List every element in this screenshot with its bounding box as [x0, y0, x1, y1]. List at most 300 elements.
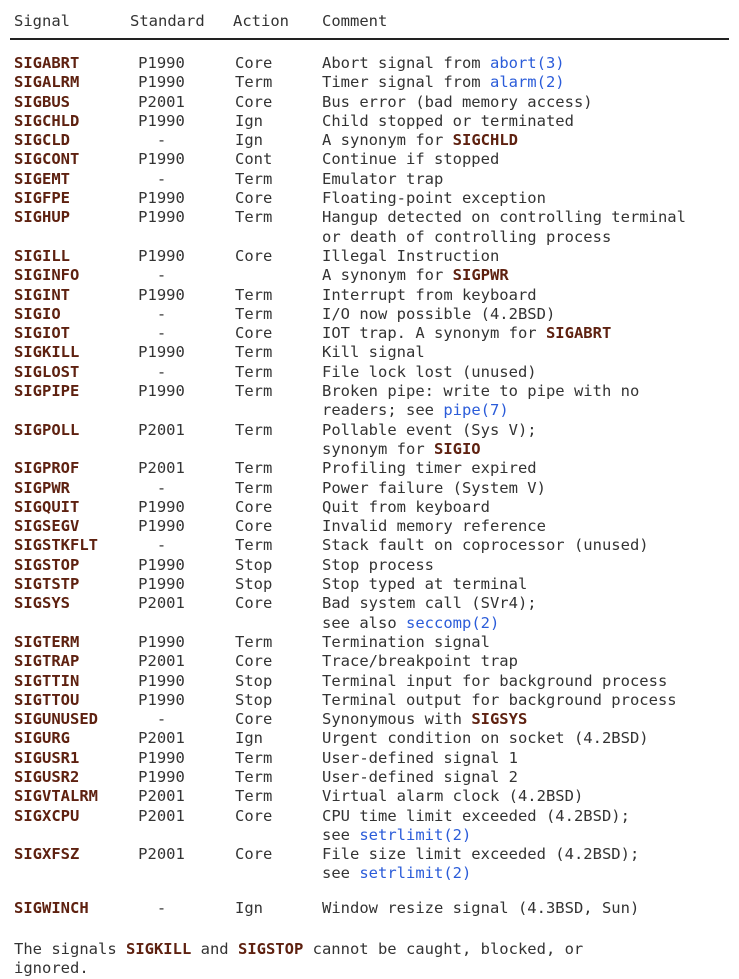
comment-text: User-defined signal 1: [322, 748, 518, 767]
standard-cell: P1990: [138, 748, 185, 767]
standard-cell: P1990: [138, 517, 185, 536]
comment-cell: [322, 382, 739, 421]
table-row: [14, 652, 739, 671]
standard-cell: P2001: [138, 652, 185, 671]
comment-cell: [322, 93, 739, 112]
comment-cell: [322, 536, 739, 555]
standard-cell: P1990: [138, 73, 185, 92]
standard-cell: P1990: [138, 285, 185, 304]
comment-line: [322, 899, 739, 918]
table-row: [14, 421, 739, 460]
comment-line: [322, 594, 739, 613]
table-row: [14, 247, 739, 266]
comment-line: [322, 652, 739, 671]
action-cell: Core: [235, 652, 273, 671]
action-cell: Stop: [235, 671, 273, 690]
standard-cell: P1990: [138, 54, 185, 72]
signal-name: SIGCLD: [14, 131, 70, 150]
comment-line: [322, 73, 739, 92]
signal-name: SIGTSTP: [14, 575, 80, 594]
comment-cell: [322, 189, 739, 208]
table-header-row: [14, 12, 739, 31]
comment-text: or death of controlling process: [322, 227, 612, 246]
standard-cell: P2001: [138, 729, 185, 748]
comment-line: [322, 807, 739, 826]
action-cell: Core: [235, 497, 273, 516]
comment-line: [322, 536, 739, 555]
signal-name: SIGURG: [14, 729, 70, 748]
comment-line: [322, 266, 739, 285]
comment-line: [322, 826, 739, 845]
table-row: [14, 729, 739, 748]
action-cell: Term: [235, 169, 273, 188]
signal-name: SIGUNUSED: [14, 710, 98, 729]
action-cell: Core: [235, 594, 273, 613]
action-cell: Term: [235, 748, 273, 767]
man-page-link[interactable]: setrlimit(2): [359, 825, 472, 844]
comment-line: [322, 575, 739, 594]
signal-name: SIGABRT: [14, 54, 80, 72]
signal-name: SIGBUS: [14, 92, 70, 111]
comment-cell: [322, 749, 739, 768]
comment-line: [322, 787, 739, 806]
comment-text: and: [191, 940, 238, 959]
comment-cell: [322, 73, 739, 92]
standard-cell: P2001: [138, 459, 185, 478]
table-row: [14, 208, 739, 247]
action-cell: Core: [235, 92, 273, 111]
signal-reference: SIGCHLD: [452, 131, 518, 150]
comment-text: Synonymous with: [322, 710, 472, 729]
signal-name: SIGINFO: [14, 266, 80, 285]
table-row: [14, 768, 739, 787]
man-page-link[interactable]: setrlimit(2): [359, 864, 472, 883]
signal-name: SIGSEGV: [14, 517, 80, 536]
comment-cell: [322, 556, 739, 575]
action-cell: Term: [235, 343, 273, 362]
standard-cell: -: [156, 478, 167, 497]
comment-line: [322, 749, 739, 768]
signal-name: SIGUSR2: [14, 767, 80, 786]
comment-cell: [322, 807, 739, 846]
standard-cell: P1990: [138, 111, 185, 130]
table-row: [14, 536, 739, 555]
signal-name: SIGKILL: [14, 343, 80, 362]
action-cell: Term: [235, 285, 273, 304]
table-row: [14, 749, 739, 768]
comment-text: see also: [322, 613, 406, 632]
comment-line: [322, 208, 739, 227]
standard-cell: P2001: [138, 594, 185, 613]
comment-line: [322, 286, 739, 305]
column-header-comment: Comment: [322, 12, 388, 30]
comment-text: File size limit exceeded (4.2BSD);: [322, 845, 640, 864]
comment-text: Stack fault on coprocessor (unused): [322, 536, 649, 555]
signal-name: SIGIOT: [14, 324, 70, 343]
comment-text: Profiling timer expired: [322, 459, 537, 478]
table-row: [14, 672, 739, 691]
action-cell: Core: [235, 845, 273, 864]
comment-text: Trace/breakpoint trap: [322, 652, 518, 671]
comment-line: [322, 633, 739, 652]
signal-reference: SIGPWR: [452, 266, 509, 285]
action-cell: Term: [235, 382, 273, 401]
action-cell: Term: [235, 536, 273, 555]
action-cell: Core: [235, 517, 273, 536]
comment-line: [322, 672, 739, 691]
table-row: [14, 498, 739, 517]
table-row: [14, 112, 739, 131]
signal-name: SIGILL: [14, 246, 70, 265]
comment-text: CPU time limit exceeded (4.2BSD);: [322, 806, 630, 825]
comment-text: File lock lost (unused): [322, 362, 537, 381]
action-cell: Ign: [235, 111, 263, 130]
table-row: [14, 131, 739, 150]
comment-text: Invalid memory reference: [322, 517, 546, 536]
man-page-link[interactable]: abort(3): [489, 54, 565, 72]
action-cell: Core: [235, 806, 273, 825]
comment-cell: [322, 633, 739, 652]
comment-cell: [322, 729, 739, 748]
comment-cell: [322, 899, 739, 918]
comment-text: User-defined signal 2: [322, 767, 518, 786]
comment-text: The signals: [14, 940, 126, 959]
footer-line: [14, 940, 739, 959]
comment-line: [322, 440, 739, 459]
signal-name: SIGWINCH: [14, 898, 89, 917]
comment-cell: [322, 343, 739, 362]
column-header-standard: Standard: [130, 12, 205, 30]
signal-table-body: [14, 54, 739, 918]
comment-cell: [322, 131, 739, 150]
action-cell: Term: [235, 632, 273, 651]
signal-name: SIGTRAP: [14, 652, 80, 671]
action-cell: Ign: [235, 729, 263, 748]
comment-text: Termination signal: [322, 632, 490, 651]
table-row: [14, 189, 739, 208]
signal-reference: SIGSYS: [471, 710, 528, 729]
action-cell: Term: [235, 208, 273, 227]
standard-cell: P1990: [138, 382, 185, 401]
comment-text: A synonym for: [322, 266, 453, 285]
signal-reference: SIGIO: [433, 439, 481, 458]
comment-text: readers; see: [322, 401, 444, 420]
standard-cell: P2001: [138, 787, 185, 806]
comment-cell: [322, 517, 739, 536]
table-row: [14, 710, 739, 729]
signal-name: SIGLOST: [14, 362, 80, 381]
table-row: [14, 305, 739, 324]
comment-cell: [322, 575, 739, 594]
footer-line: [14, 959, 739, 978]
signal-name: SIGIO: [14, 304, 61, 323]
comment-text: Abort signal from: [322, 54, 490, 72]
comment-text: Floating-point exception: [322, 189, 546, 208]
table-row: [14, 93, 739, 112]
standard-cell: -: [156, 536, 167, 555]
comment-text: IOT trap. A synonym for: [322, 324, 546, 343]
signal-name: SIGQUIT: [14, 497, 80, 516]
signal-name: SIGVTALRM: [14, 787, 98, 806]
action-cell: Core: [235, 324, 273, 343]
standard-cell: -: [156, 169, 167, 188]
comment-cell: [322, 305, 739, 324]
action-cell: Stop: [235, 690, 273, 709]
standard-cell: -: [156, 324, 167, 343]
signal-reference: SIGKILL: [125, 940, 192, 959]
signal-name: SIGALRM: [14, 73, 80, 92]
comment-line: [322, 614, 739, 633]
signal-name: SIGFPE: [14, 189, 70, 208]
action-cell: Ign: [235, 898, 263, 917]
table-row: [14, 363, 739, 382]
table-row: [14, 556, 739, 575]
standard-cell: -: [156, 304, 167, 323]
comment-line: [322, 459, 739, 478]
comment-line: [322, 421, 739, 440]
comment-cell: [322, 247, 739, 266]
man-page-link[interactable]: alarm(2): [489, 73, 565, 92]
comment-cell: [322, 459, 739, 478]
comment-cell: [322, 672, 739, 691]
comment-text: Terminal output for background process: [322, 690, 677, 709]
signal-name: SIGEMT: [14, 169, 70, 188]
comment-line: [322, 189, 739, 208]
comment-text: A synonym for: [322, 131, 453, 150]
signal-name: SIGCONT: [14, 150, 80, 169]
signal-name: SIGTTIN: [14, 671, 80, 690]
standard-cell: P1990: [138, 150, 185, 169]
action-cell: Term: [235, 73, 273, 92]
signal-name: SIGPWR: [14, 478, 70, 497]
comment-cell: [322, 421, 739, 460]
man-page-link[interactable]: pipe(7): [443, 401, 509, 420]
comment-cell: [322, 652, 739, 671]
standard-cell: P1990: [138, 632, 185, 651]
signal-name: SIGUSR1: [14, 748, 80, 767]
table-row: [14, 170, 739, 189]
comment-line: [322, 382, 739, 401]
comment-line: [322, 305, 739, 324]
signal-name: SIGSYS: [14, 594, 70, 613]
action-cell: Term: [235, 420, 273, 439]
comment-cell: [322, 112, 739, 131]
comment-text: Interrupt from keyboard: [322, 285, 537, 304]
standard-cell: P2001: [138, 806, 185, 825]
comment-line: [322, 479, 739, 498]
comment-line: [322, 228, 739, 247]
table-row: [14, 286, 739, 305]
comment-line: [322, 401, 739, 420]
action-cell: Term: [235, 362, 273, 381]
comment-cell: [322, 845, 739, 884]
standard-cell: P1990: [138, 189, 185, 208]
table-row: [14, 691, 739, 710]
comment-cell: [322, 324, 739, 343]
comment-text: Virtual alarm clock (4.2BSD): [322, 787, 584, 806]
comment-line: [322, 729, 739, 748]
comment-text: see: [322, 825, 360, 844]
comment-line: [322, 768, 739, 787]
comment-text: Terminal input for background process: [322, 671, 668, 690]
comment-cell: [322, 150, 739, 169]
signal-name: SIGTTOU: [14, 690, 80, 709]
comment-text: Hangup detected on controlling terminal: [322, 208, 686, 227]
comment-text: Kill signal: [322, 343, 425, 362]
signal-name: SIGHUP: [14, 208, 70, 227]
comment-line: [322, 112, 739, 131]
comment-line: [322, 170, 739, 189]
standard-cell: P1990: [138, 575, 185, 594]
table-row: [14, 845, 739, 884]
comment-line: [322, 324, 739, 343]
comment-cell: [322, 768, 739, 787]
column-header-signal: Signal: [14, 12, 70, 30]
comment-text: synonym for: [322, 439, 434, 458]
signal-name: SIGPOLL: [14, 420, 80, 439]
table-row: [14, 787, 739, 806]
standard-cell: P1990: [138, 767, 185, 786]
table-row: [14, 73, 739, 92]
action-cell: Term: [235, 478, 273, 497]
column-header-action: Action: [233, 12, 289, 30]
comment-text: Power failure (System V): [322, 478, 546, 497]
standard-cell: P2001: [138, 845, 185, 864]
standard-cell: P2001: [138, 92, 185, 111]
comment-cell: [322, 691, 739, 710]
table-row: [14, 459, 739, 478]
comment-line: [322, 864, 739, 883]
table-row: [14, 382, 739, 421]
table-row: [14, 517, 739, 536]
action-cell: Term: [235, 459, 273, 478]
comment-line: [322, 363, 739, 382]
table-section-gap: [14, 884, 739, 899]
table-row: [14, 479, 739, 498]
footer-note: [14, 940, 739, 979]
comment-text: cannot be caught, blocked, or: [303, 940, 584, 959]
comment-text: I/O now possible (4.2BSD): [322, 304, 556, 323]
action-cell: Core: [235, 710, 273, 729]
standard-cell: -: [156, 710, 167, 729]
table-row: [14, 150, 739, 169]
signal-name: SIGPROF: [14, 459, 80, 478]
signal-reference: SIGABRT: [545, 324, 612, 343]
standard-cell: P1990: [138, 246, 185, 265]
table-row: [14, 324, 739, 343]
comment-text: Pollable event (Sys V);: [322, 420, 537, 439]
comment-text: see: [322, 864, 360, 883]
comment-text: Illegal Instruction: [322, 246, 500, 265]
standard-cell: -: [156, 362, 167, 381]
header-rule: [10, 38, 729, 40]
comment-text: Broken pipe: write to pipe with no: [322, 382, 640, 401]
standard-cell: P1990: [138, 690, 185, 709]
table-row: [14, 899, 739, 918]
action-cell: Core: [235, 246, 273, 265]
signal-name: SIGPIPE: [14, 382, 80, 401]
signal-name: SIGINT: [14, 285, 70, 304]
signal-name: SIGXFSZ: [14, 845, 80, 864]
standard-cell: -: [156, 898, 167, 917]
comment-line: [322, 556, 739, 575]
comment-line: [322, 247, 739, 266]
comment-text: Quit from keyboard: [322, 497, 490, 516]
standard-cell: P1990: [138, 497, 185, 516]
comment-text: Bad system call (SVr4);: [322, 594, 537, 613]
comment-text: Window resize signal (4.3BSD, Sun): [322, 898, 640, 917]
standard-cell: -: [156, 266, 167, 285]
comment-text: ignored.: [14, 959, 89, 978]
signal-name: SIGTERM: [14, 632, 80, 651]
comment-line: [322, 54, 739, 73]
comment-cell: [322, 479, 739, 498]
comment-cell: [322, 286, 739, 305]
table-row: [14, 54, 739, 73]
action-cell: Term: [235, 787, 273, 806]
action-cell: [235, 266, 322, 285]
comment-line: [322, 691, 739, 710]
standard-cell: -: [156, 131, 167, 150]
standard-cell: P1990: [138, 343, 185, 362]
comment-line: [322, 150, 739, 169]
signal-reference: SIGSTOP: [237, 940, 304, 959]
comment-cell: [322, 170, 739, 189]
comment-text: Child stopped or terminated: [322, 111, 574, 130]
comment-cell: [322, 787, 739, 806]
action-cell: Term: [235, 767, 273, 786]
standard-cell: P2001: [138, 420, 185, 439]
comment-cell: [322, 266, 739, 285]
comment-text: Emulator trap: [322, 169, 444, 188]
action-cell: Cont: [235, 150, 273, 169]
table-row: [14, 594, 739, 633]
action-cell: Ign: [235, 131, 263, 150]
comment-line: [322, 845, 739, 864]
table-row: [14, 807, 739, 846]
table-row: [14, 633, 739, 652]
comment-text: Urgent condition on socket (4.2BSD): [322, 729, 649, 748]
comment-line: [322, 131, 739, 150]
comment-text: Stop typed at terminal: [322, 575, 528, 594]
comment-cell: [322, 54, 739, 73]
comment-line: [322, 517, 739, 536]
comment-line: [322, 343, 739, 362]
man-page-link[interactable]: seccomp(2): [406, 613, 500, 632]
table-row: [14, 343, 739, 362]
comment-cell: [322, 363, 739, 382]
standard-cell: P1990: [138, 555, 185, 574]
signal-name: SIGCHLD: [14, 111, 80, 130]
comment-cell: [322, 710, 739, 729]
action-cell: Term: [235, 304, 273, 323]
comment-line: [322, 710, 739, 729]
comment-cell: [322, 594, 739, 633]
comment-text: Stop process: [322, 555, 434, 574]
action-cell: Core: [235, 54, 273, 72]
standard-cell: P1990: [138, 671, 185, 690]
comment-text: Timer signal from: [322, 73, 490, 92]
comment-cell: [322, 208, 739, 247]
comment-line: [322, 93, 739, 112]
table-row: [14, 266, 739, 285]
comment-text: Bus error (bad memory access): [322, 92, 593, 111]
signal-name: SIGSTKFLT: [14, 536, 98, 555]
action-cell: Core: [235, 189, 273, 208]
action-cell: Stop: [235, 555, 273, 574]
comment-line: [322, 498, 739, 517]
signal-name: SIGXCPU: [14, 806, 80, 825]
